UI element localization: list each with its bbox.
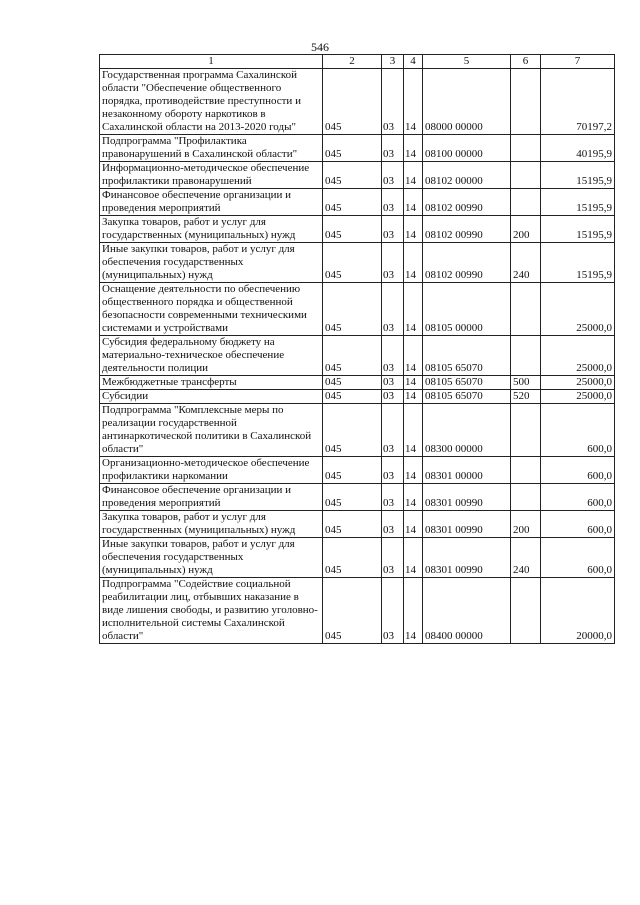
- section-code: 03: [382, 538, 404, 578]
- target-article-code: 08105 00000: [423, 283, 511, 336]
- amount: 70197,2: [541, 69, 615, 135]
- target-article-code: 08400 00000: [423, 578, 511, 644]
- ministry-code: 045: [323, 484, 382, 511]
- section-code: 03: [382, 243, 404, 283]
- target-article-code: 08100 00000: [423, 135, 511, 162]
- table-row: [100, 162, 615, 189]
- section-code: 03: [382, 162, 404, 189]
- page-number: 546: [311, 40, 329, 54]
- expense-type-code: 200: [511, 511, 541, 538]
- target-article-code: 08301 00990: [423, 484, 511, 511]
- ministry-code: 045: [323, 283, 382, 336]
- amount: 20000,0: [541, 578, 615, 644]
- table-row: [100, 404, 615, 457]
- section-code: 03: [382, 135, 404, 162]
- subsection-code: 14: [404, 216, 423, 243]
- section-code: 03: [382, 189, 404, 216]
- section-code: 03: [382, 404, 404, 457]
- ministry-code: 045: [323, 390, 382, 404]
- item-name: Финансовое обеспечение организации и проведения мероприятий: [100, 189, 323, 216]
- target-article-code: 08000 00000: [423, 69, 511, 135]
- table-row: [100, 216, 615, 243]
- amount: 40195,9: [541, 135, 615, 162]
- expense-type-code: 500: [511, 376, 541, 390]
- subsection-code: 14: [404, 336, 423, 376]
- ministry-code: 045: [323, 216, 382, 243]
- amount: 15195,9: [541, 162, 615, 189]
- item-name: Иные закупки товаров, работ и услуг для обеспечения государственных (муниципальных) нужд: [100, 243, 323, 283]
- subsection-code: 14: [404, 135, 423, 162]
- ministry-code: 045: [323, 511, 382, 538]
- header-cell-3: 3: [382, 55, 404, 69]
- item-name: Субсидии: [100, 390, 323, 404]
- item-name: Подпрограмма "Содействие социальной реабилитации лиц, отбывших наказание в виде лишения свободы, и развитию уголовно-исполнительной системы Сахалинской области": [100, 578, 323, 644]
- target-article-code: 08105 65070: [423, 390, 511, 404]
- subsection-code: 14: [404, 69, 423, 135]
- item-name: Закупка товаров, работ и услуг для государственных (муниципальных) нужд: [100, 511, 323, 538]
- item-name: Государственная программа Сахалинской области "Обеспечение общественного порядка, противодействие преступности и незаконному обороту наркотиков в Сахалинской области на 2013-2020 годы": [100, 69, 323, 135]
- item-name: Организационно-методическое обеспечение профилактики наркомании: [100, 457, 323, 484]
- header-cell-1: 1: [100, 55, 323, 69]
- expense-type-code: 520: [511, 390, 541, 404]
- section-code: 03: [382, 511, 404, 538]
- target-article-code: 08102 00990: [423, 189, 511, 216]
- header-cell-4: 4: [404, 55, 423, 69]
- header-cell-7: 7: [541, 55, 615, 69]
- ministry-code: 045: [323, 69, 382, 135]
- expense-type-code: [511, 283, 541, 336]
- target-article-code: 08300 00000: [423, 404, 511, 457]
- expense-type-code: [511, 404, 541, 457]
- item-name: Оснащение деятельности по обеспечению общественного порядка и общественной безопасности современными техническими системами и устройствами: [100, 283, 323, 336]
- amount: 25000,0: [541, 336, 615, 376]
- section-code: 03: [382, 578, 404, 644]
- ministry-code: 045: [323, 578, 382, 644]
- expense-type-code: 240: [511, 538, 541, 578]
- table-row: [100, 283, 615, 336]
- item-name: Информационно-методическое обеспечение профилактики правонарушений: [100, 162, 323, 189]
- target-article-code: 08301 00990: [423, 538, 511, 578]
- table-row: [100, 390, 615, 404]
- expense-type-code: [511, 484, 541, 511]
- expense-type-code: [511, 457, 541, 484]
- ministry-code: 045: [323, 404, 382, 457]
- table-row: [100, 135, 615, 162]
- item-name: Субсидия федеральному бюджету на материально-техническое обеспечение деятельности полиции: [100, 336, 323, 376]
- amount: 15195,9: [541, 243, 615, 283]
- section-code: 03: [382, 376, 404, 390]
- header-row: [100, 55, 615, 69]
- budget-table: [99, 54, 615, 644]
- subsection-code: 14: [404, 189, 423, 216]
- item-name: Закупка товаров, работ и услуг для государственных (муниципальных) нужд: [100, 216, 323, 243]
- subsection-code: 14: [404, 376, 423, 390]
- subsection-code: 14: [404, 484, 423, 511]
- expense-type-code: [511, 162, 541, 189]
- section-code: 03: [382, 216, 404, 243]
- ministry-code: 045: [323, 135, 382, 162]
- header-cell-2: 2: [323, 55, 382, 69]
- ministry-code: 045: [323, 376, 382, 390]
- header-cell-5: 5: [423, 55, 511, 69]
- item-name: Межбюджетные трансферты: [100, 376, 323, 390]
- subsection-code: 14: [404, 538, 423, 578]
- table-row: [100, 336, 615, 376]
- subsection-code: 14: [404, 390, 423, 404]
- target-article-code: 08105 65070: [423, 376, 511, 390]
- expense-type-code: 240: [511, 243, 541, 283]
- ministry-code: 045: [323, 457, 382, 484]
- expense-type-code: [511, 189, 541, 216]
- subsection-code: 14: [404, 283, 423, 336]
- amount: 25000,0: [541, 376, 615, 390]
- table-row: [100, 69, 615, 135]
- target-article-code: 08105 65070: [423, 336, 511, 376]
- item-name: Финансовое обеспечение организации и проведения мероприятий: [100, 484, 323, 511]
- table-row: [100, 484, 615, 511]
- subsection-code: 14: [404, 243, 423, 283]
- table-row: [100, 376, 615, 390]
- ministry-code: 045: [323, 243, 382, 283]
- amount: 600,0: [541, 538, 615, 578]
- table-row: [100, 511, 615, 538]
- section-code: 03: [382, 457, 404, 484]
- item-name: Подпрограмма "Профилактика правонарушений в Сахалинской области": [100, 135, 323, 162]
- amount: 600,0: [541, 457, 615, 484]
- table-row: [100, 189, 615, 216]
- section-code: 03: [382, 69, 404, 135]
- table-body: [100, 69, 615, 644]
- subsection-code: 14: [404, 578, 423, 644]
- subsection-code: 14: [404, 162, 423, 189]
- subsection-code: 14: [404, 404, 423, 457]
- amount: 600,0: [541, 404, 615, 457]
- table-row: [100, 538, 615, 578]
- item-name: Подпрограмма "Комплексные меры по реализации государственной антинаркотической политики в Сахалинской области": [100, 404, 323, 457]
- table-row: [100, 457, 615, 484]
- table-row: [100, 243, 615, 283]
- budget-table-container: [99, 54, 615, 644]
- ministry-code: 045: [323, 538, 382, 578]
- header-cell-6: 6: [511, 55, 541, 69]
- section-code: 03: [382, 336, 404, 376]
- target-article-code: 08102 00990: [423, 243, 511, 283]
- target-article-code: 08301 00990: [423, 511, 511, 538]
- expense-type-code: 200: [511, 216, 541, 243]
- amount: 15195,9: [541, 189, 615, 216]
- expense-type-code: [511, 578, 541, 644]
- section-code: 03: [382, 484, 404, 511]
- target-article-code: 08102 00990: [423, 216, 511, 243]
- item-name: Иные закупки товаров, работ и услуг для обеспечения государственных (муниципальных) нужд: [100, 538, 323, 578]
- expense-type-code: [511, 69, 541, 135]
- amount: 15195,9: [541, 216, 615, 243]
- section-code: 03: [382, 283, 404, 336]
- table-row: [100, 578, 615, 644]
- ministry-code: 045: [323, 336, 382, 376]
- ministry-code: 045: [323, 189, 382, 216]
- ministry-code: 045: [323, 162, 382, 189]
- amount: 25000,0: [541, 283, 615, 336]
- amount: 25000,0: [541, 390, 615, 404]
- target-article-code: 08301 00000: [423, 457, 511, 484]
- subsection-code: 14: [404, 511, 423, 538]
- expense-type-code: [511, 135, 541, 162]
- target-article-code: 08102 00000: [423, 162, 511, 189]
- subsection-code: 14: [404, 457, 423, 484]
- amount: 600,0: [541, 511, 615, 538]
- amount: 600,0: [541, 484, 615, 511]
- expense-type-code: [511, 336, 541, 376]
- section-code: 03: [382, 390, 404, 404]
